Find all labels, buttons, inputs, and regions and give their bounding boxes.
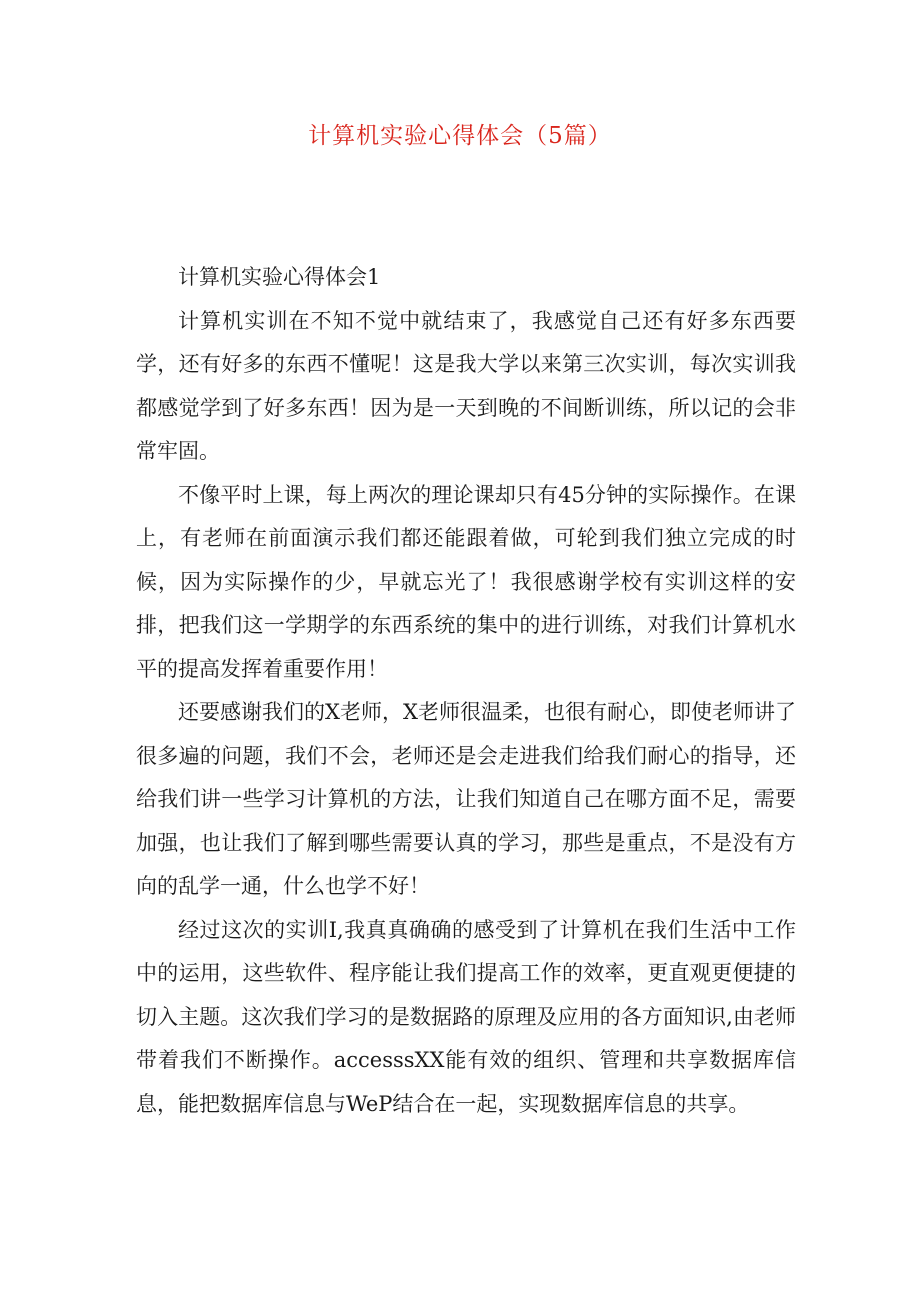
paragraph-1: 计算机实训在不知不觉中就结束了，我感觉自己还有好多东西要学，还有好多的东西不懂呢！这是我大学以来第三次实训，每次实训我都感觉学到了好多东西！因为是一天到晚的不间断训练，所以记的会非常牢固。 (136, 308, 796, 463)
paragraph-2: 不像平时上课，每上两次的理论课却只有45分钟的实际操作。在课上，有老师在前面演示我们都还能跟着做，可轮到我们独立完成的时候，因为实际操作的少，早就忘光了！我很感谢学校有实训这样的安排，把我们这一学期学的东西系统的集中的进行训练，对我们计算机水平的提高发挥着重要作用！ (136, 482, 796, 681)
section-heading: 计算机实验心得体会1 (178, 265, 381, 289)
paragraph-3: 还要感谢我们的X老师，X老师很温柔，也很有耐心，即使老师讲了很多遍的问题，我们不会，老师还是会走进我们给我们耐心的指导，还给我们讲一些学习计算机的方法，让我们知道自己在哪方面不足，需要加强，也让我们了解到哪些需要认真的学习，那些是重点，不是没有方向的乱学一通，什么也学不好！ (136, 700, 796, 898)
document-body (136, 256, 796, 1126)
document-title: 计算机实验心得体会（5篇） (308, 123, 612, 149)
paragraph-4: 经过这次的实训I,我真真确确的感受到了计算机在我们生活中工作中的运用，这些软件、程序能让我们提高工作的效率，更直观更便捷的切入主题。这次我们学习的是数据路的原理及应用的各方面知识,由老师带着我们不断操作。accesssXX能有效的组织、管理和共享数据库信息，能把数据库信息与WeP结合在一起，实现数据库信息的共享。 (136, 917, 796, 1116)
